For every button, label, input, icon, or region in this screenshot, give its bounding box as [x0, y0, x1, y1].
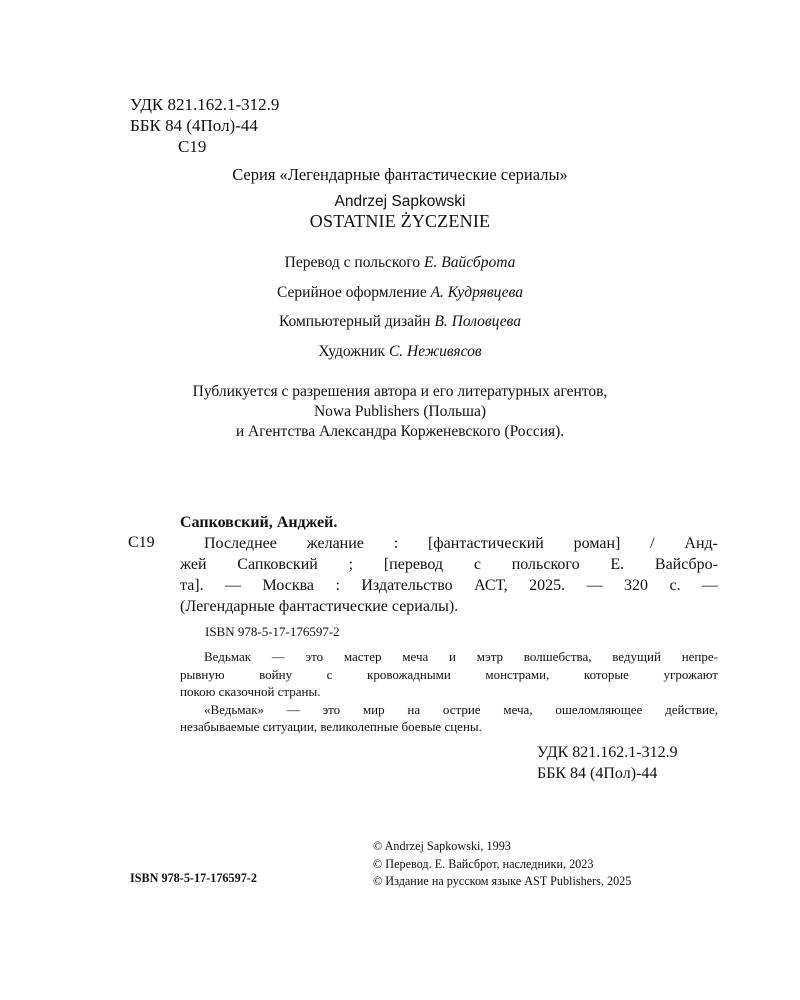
udk-code: УДК 821.162.1-312.9 [130, 95, 280, 114]
publication-note-line: Публикуется с разрешения автора и его литературных агентов, [192, 383, 608, 400]
annotation-line: незабываемые ситуации, великолепные боевые сцены. [180, 719, 482, 734]
catalog-line: жей Сапковский ; [перевод с польского Е. Вайсбро- [180, 556, 718, 573]
annotation-line: рывную войну с кровожадными монстрами, которые угрожают [180, 666, 718, 682]
annotation [180, 648, 718, 736]
credits-block [0, 248, 800, 366]
catalog-classification [537, 742, 678, 784]
credit-translation: Перевод с польского Е. Вайсброта [284, 254, 516, 271]
catalog-line: (Легендарные фантастические сериалы). [180, 598, 459, 615]
catalog-description [180, 533, 718, 617]
bbk-code: ББК 84 (4Пол)-44 [130, 116, 258, 135]
catalog-udk: УДК 821.162.1-312.9 [537, 744, 678, 761]
copyright-block [373, 838, 631, 891]
catalog-bbk: ББК 84 (4Пол)-44 [537, 765, 658, 782]
annotation-line: покою сказочной страны. [180, 684, 321, 699]
catalog-line: Последнее желание : [фантастический роман] / Анд- [204, 535, 718, 552]
publication-note [0, 382, 800, 442]
classification-block [130, 94, 279, 157]
catalog-line: та]. — Москва : Издательство АСТ, 2025. — 320 с. — [180, 577, 718, 594]
annotation-line: «Ведьмак» — это мир на острие меча, ошеломляющее действие, [204, 701, 718, 717]
credit-artist: Художник С. Неживясов [318, 342, 482, 360]
credit-series-design: Серийное оформление А. Кудрявцева [277, 283, 523, 301]
series-title: Серия «Легендарные фантастические сериалы» [232, 165, 568, 184]
publication-note-line: и Агентства Александра Корженевского (Россия). [235, 423, 565, 440]
copyright-line: © Издание на русском языке AST Publishers, 2025 [373, 874, 632, 888]
catalog-author: Сапковский, Анджей. [180, 514, 338, 531]
copyright-line: © Andrzej Sapkowski, 1993 [373, 839, 511, 853]
original-title: OSTATNIE ŻYCZENIE [309, 211, 491, 231]
author-mark: С19 [178, 137, 207, 156]
catalog-code: С19 [128, 534, 155, 551]
catalog-isbn: ISBN 978-5-17-176597-2 [205, 624, 340, 639]
credit-computer-design: Компьютерный дизайн В. Половцева [278, 313, 522, 330]
copyright-line: © Перевод. Е. Вайсброт, наследники, 2023 [373, 856, 594, 871]
publication-note-line: Nowa Publishers (Польша) [313, 403, 487, 420]
original-author: Andrzej Sapkowski [334, 193, 466, 210]
isbn-bottom: ISBN 978-5-17-176597-2 [130, 871, 257, 885]
annotation-line: Ведьмак — это мастер меча и мэтр волшебства, ведущий непре- [204, 649, 718, 664]
